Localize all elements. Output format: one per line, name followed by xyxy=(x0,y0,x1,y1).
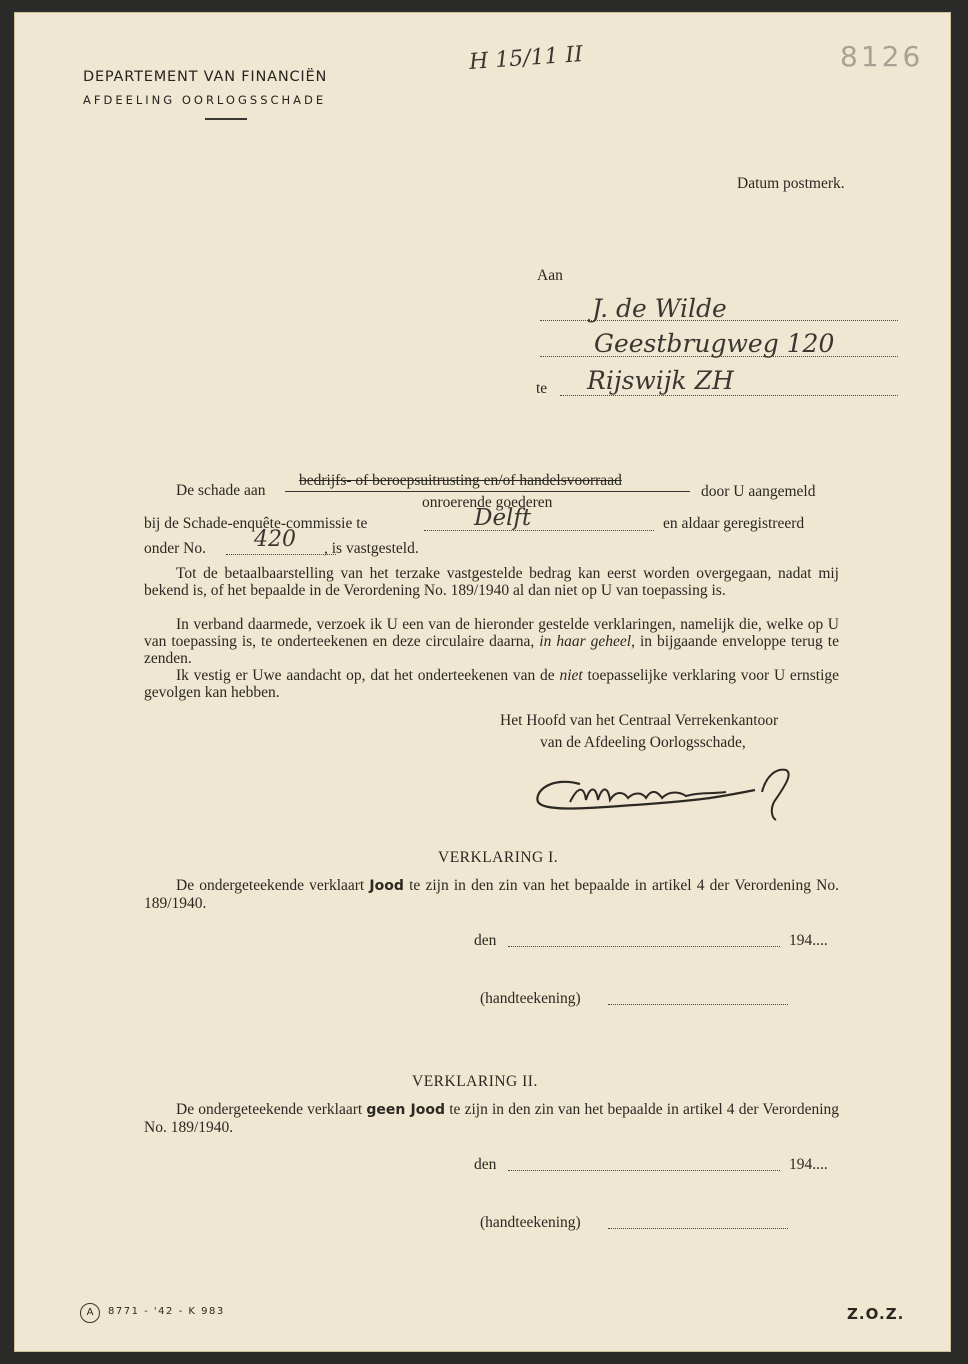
paragraph-verzoek xyxy=(144,616,839,667)
aan-label: Aan xyxy=(537,267,563,284)
commission-suffix: en aldaar geregistreerd xyxy=(663,515,805,532)
paragraph-3-emphasis: niet xyxy=(559,667,583,684)
verklaring-1-sign-label: (handteekening) xyxy=(480,990,581,1007)
handwritten-signature xyxy=(530,762,800,822)
verklaring-2-sign-label: (handteekening) xyxy=(480,1214,581,1231)
paragraph-3-text-a: Ik vestig er Uwe aandacht op, dat het onderteekenen van de xyxy=(176,667,555,684)
te-label: te xyxy=(536,380,548,397)
paragraph-waarschuwing xyxy=(144,667,839,701)
header-rule xyxy=(205,118,247,120)
department-title: DEPARTEMENT VAN FINANCIËN xyxy=(83,69,328,85)
commission-prefix: bij de Schade-enquête-commissie te xyxy=(144,515,368,532)
verklaring-2-date-field[interactable] xyxy=(508,1158,780,1171)
verklaring-2-text-a: De ondergeteekende verklaart xyxy=(176,1101,363,1118)
handwritten-archive-number: 8126 xyxy=(840,40,924,73)
registration-prefix: onder No. xyxy=(144,540,206,557)
verklaring-2-bold: geen Jood xyxy=(366,1102,446,1118)
verklaring-1-bold: Jood xyxy=(369,878,404,894)
datum-postmerk: Datum postmerk. xyxy=(737,175,845,192)
schade-prefix: De schade aan xyxy=(176,482,266,499)
address-street: Geestbrugweg 120 xyxy=(594,329,835,358)
printer-logo-icon: A xyxy=(80,1303,100,1323)
zoz-label: Z.O.Z. xyxy=(847,1305,905,1323)
handwritten-reference: H 15/11 II xyxy=(468,42,584,75)
verklaring-1-signature-field[interactable] xyxy=(608,992,788,1005)
paragraph-2-text-a: In verband daarmede, verzoek ik U een van de hieronder gestelde verklaringen, namelijk die, welke op U van toepassing is, te onderteekenen en deze circulaire daarna, xyxy=(144,616,839,650)
struck-option: bedrijfs- of beroepsuitrusting en/of handelsvoorraad xyxy=(299,472,622,489)
verklaring-1-text-a: De ondergeteekende verklaart xyxy=(176,877,365,894)
verklaring-2-text xyxy=(144,1101,839,1136)
address-name: J. de Wilde xyxy=(592,294,727,323)
verklaring-1-text-b: te zijn in den zin van het bepaalde in artikel 4 der Verordening No. 189/1940. xyxy=(144,877,839,912)
print-code: 8771 - '42 - K 983 xyxy=(108,1306,225,1317)
verklaring-2-title: VERKLARING II. xyxy=(412,1073,538,1090)
verklaring-2-signature-field[interactable] xyxy=(608,1216,788,1229)
registration-suffix: , is vastgesteld. xyxy=(324,540,419,557)
verklaring-1-text xyxy=(144,877,839,912)
verklaring-1-den-label: den xyxy=(474,932,497,949)
verklaring-1-year: 194.... xyxy=(789,932,828,949)
verklaring-2-text-b: te zijn in den zin van het bepaalde in artikel 4 der Verordening No. 189/1940. xyxy=(144,1101,840,1136)
verklaring-2-den-label: den xyxy=(474,1156,497,1173)
commission-city-line xyxy=(424,518,654,531)
commission-city: Delft xyxy=(474,505,532,531)
registration-number: 420 xyxy=(254,527,296,552)
signoff-line-1: Het Hoofd van het Centraal Verrekenkantoor xyxy=(500,712,779,729)
schade-suffix: door U aangemeld xyxy=(701,483,816,500)
option-divider xyxy=(285,491,690,492)
signoff-line-2: van de Afdeeling Oorlogsschade, xyxy=(540,734,746,751)
paragraph-3-text-b: toepasselijke verklaring voor U ernstige gevolgen kan hebben. xyxy=(144,667,839,701)
verklaring-1-title: VERKLARING I. xyxy=(438,849,559,866)
kept-option: onroerende goederen xyxy=(422,494,553,511)
document-page xyxy=(14,12,951,1352)
paragraph-betaalbaarstelling xyxy=(144,565,839,599)
division-title: AFDEELING OORLOGSSCHADE xyxy=(83,93,327,107)
paragraph-2-text-b: , in bijgaande enveloppe terug te zenden. xyxy=(144,633,839,667)
verklaring-1-date-field[interactable] xyxy=(508,934,780,947)
address-city: Rijswijk ZH xyxy=(587,366,734,395)
paragraph-1-text: Tot de betaalbaarstelling van het terzake vastgestelde bedrag kan eerst worden overgegaan, nadat mij bekend is, of het bepaalde in de Verordening No. 189/1940 al dan niet op U van toepassing is. xyxy=(144,565,839,599)
paragraph-2-emphasis: in haar geheel xyxy=(539,633,632,650)
verklaring-2-year: 194.... xyxy=(789,1156,828,1173)
